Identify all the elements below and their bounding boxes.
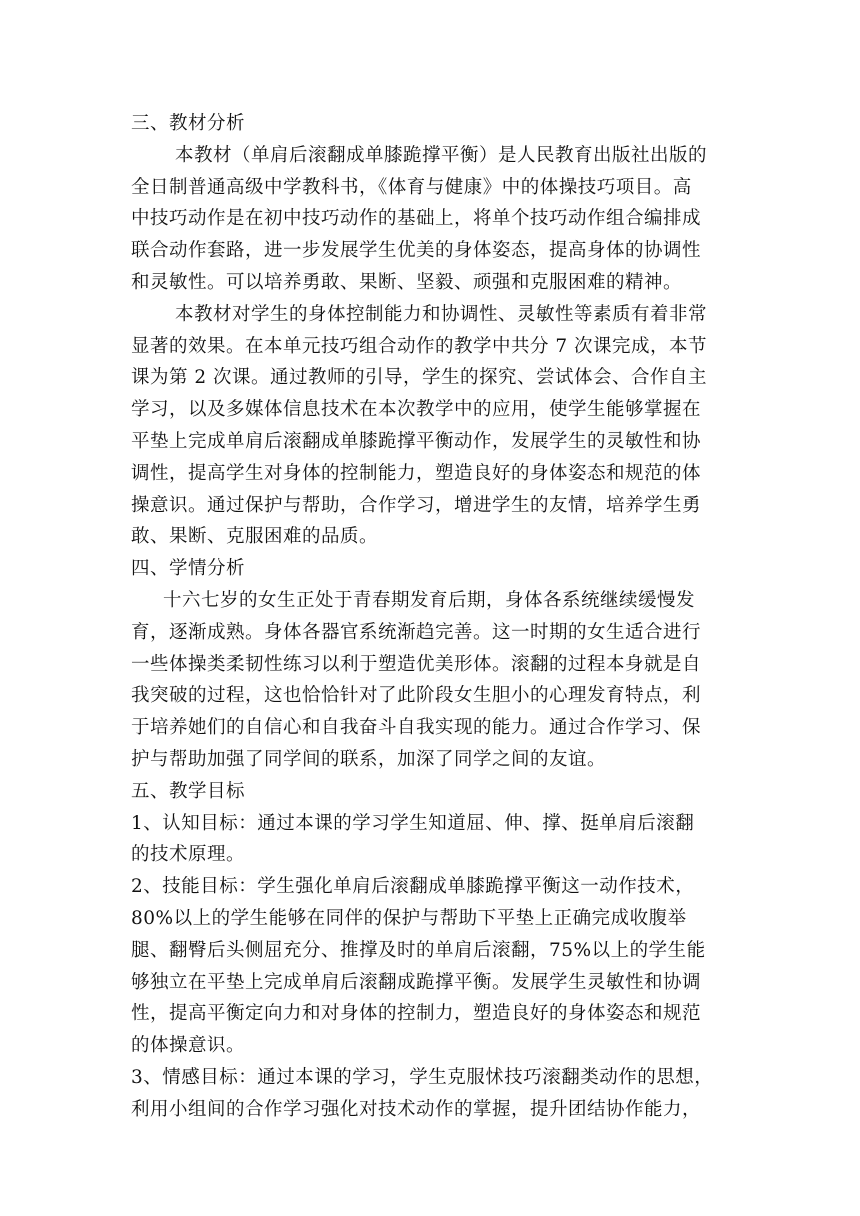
paragraph-line: 我突破的过程，这也恰恰针对了此阶段女生胆小的心理发育特点，利 [131, 685, 702, 707]
goal-line: 利用小组间的合作学习强化对技术动作的掌握，提升团结协作能力， [131, 1098, 702, 1120]
goal-line: 腿、翻臀后头侧屈充分、推撑及时的单肩后滚翻，75%以上的学生能 [131, 939, 706, 961]
paragraph-line: 全日制普通高级中学教科书，《体育与健康》中的体操技巧项目。高 [131, 176, 692, 198]
section-heading-teaching-goals: 五、教学目标 [131, 780, 246, 802]
paragraph-line: 一些体操类柔韧性练习以利于塑造优美形体。滚翻的过程本身就是自 [131, 653, 702, 675]
paragraph-line: 护与帮助加强了同学间的联系，加深了同学之间的友谊。 [131, 748, 607, 770]
document-body [131, 108, 731, 1126]
goal-line: 的技术原理。 [131, 844, 246, 866]
goal-line: 80%以上的学生能够在同伴的保护与帮助下平垫上正确完成收腹举 [131, 907, 687, 929]
paragraph-line: 联合动作套路，进一步发展学生优美的身体姿态，提高身体的协调性 [131, 240, 702, 262]
paragraph-line: 本教材（单肩后滚翻成单膝跪撑平衡）是人民教育出版社出版的 [175, 144, 708, 166]
paragraph-line: 于培养她们的自信心和自我奋斗自我实现的能力。通过合作学习、保 [131, 717, 702, 739]
goal-line: 的体操意识。 [131, 1035, 246, 1057]
goal-line: 1、认知目标：通过本课的学习学生知道屈、伸、撑、挺单肩后滚翻 [131, 812, 695, 834]
paragraph-line: 育，逐渐成熟。身体各器官系统渐趋完善。这一时期的女生适合进行 [131, 621, 702, 643]
goal-line: 3、情感目标：通过本课的学习，学生克服怵技巧滚翻类动作的思想， [131, 1066, 714, 1088]
section-heading-material-analysis: 三、教材分析 [131, 113, 246, 134]
paragraph-line: 操意识。通过保护与帮助，合作学习，增进学生的友情，培养学生勇 [131, 494, 702, 516]
paragraph-line: 平垫上完成单肩后滚翻成单膝跪撑平衡动作，发展学生的灵敏性和协 [131, 430, 702, 452]
paragraph-line: 调性，提高学生对身体的控制能力，塑造良好的身体姿态和规范的体 [131, 462, 702, 484]
paragraph-line: 课为第 2 次课。通过教师的引导，学生的探究、尝试体会、合作自主 [131, 367, 708, 389]
paragraph-line: 学习，以及多媒体信息技术在本次教学中的应用，使学生能够掌握在 [131, 399, 702, 421]
paragraph-line: 十六七岁的女生正处于青春期发育后期，身体各系统继续缓慢发 [163, 589, 696, 611]
paragraph-line: 敢、果断、克服困难的品质。 [131, 526, 379, 548]
section-heading-student-analysis: 四、学情分析 [131, 558, 246, 580]
paragraph-line: 本教材对学生的身体控制能力和协调性、灵敏性等素质有着非常 [175, 303, 708, 325]
goal-line: 2、技能目标：学生强化单肩后滚翻成单膝跪撑平衡这一动作技术， [131, 876, 695, 898]
goal-line: 性，提高平衡定向力和对身体的控制力，塑造良好的身体姿态和规范 [131, 1003, 702, 1025]
paragraph-line: 中技巧动作是在初中技巧动作的基础上，将单个技巧动作组合编排成 [131, 208, 702, 230]
goal-line: 够独立在平垫上完成单肩后滚翻成跪撑平衡。发展学生灵敏性和协调 [131, 971, 702, 993]
paragraph-line: 和灵敏性。可以培养勇敢、果断、坚毅、顽强和克服困难的精神。 [131, 271, 683, 293]
paragraph-line: 显著的效果。在本单元技巧组合动作的教学中共分 7 次课完成，本节 [131, 335, 708, 357]
